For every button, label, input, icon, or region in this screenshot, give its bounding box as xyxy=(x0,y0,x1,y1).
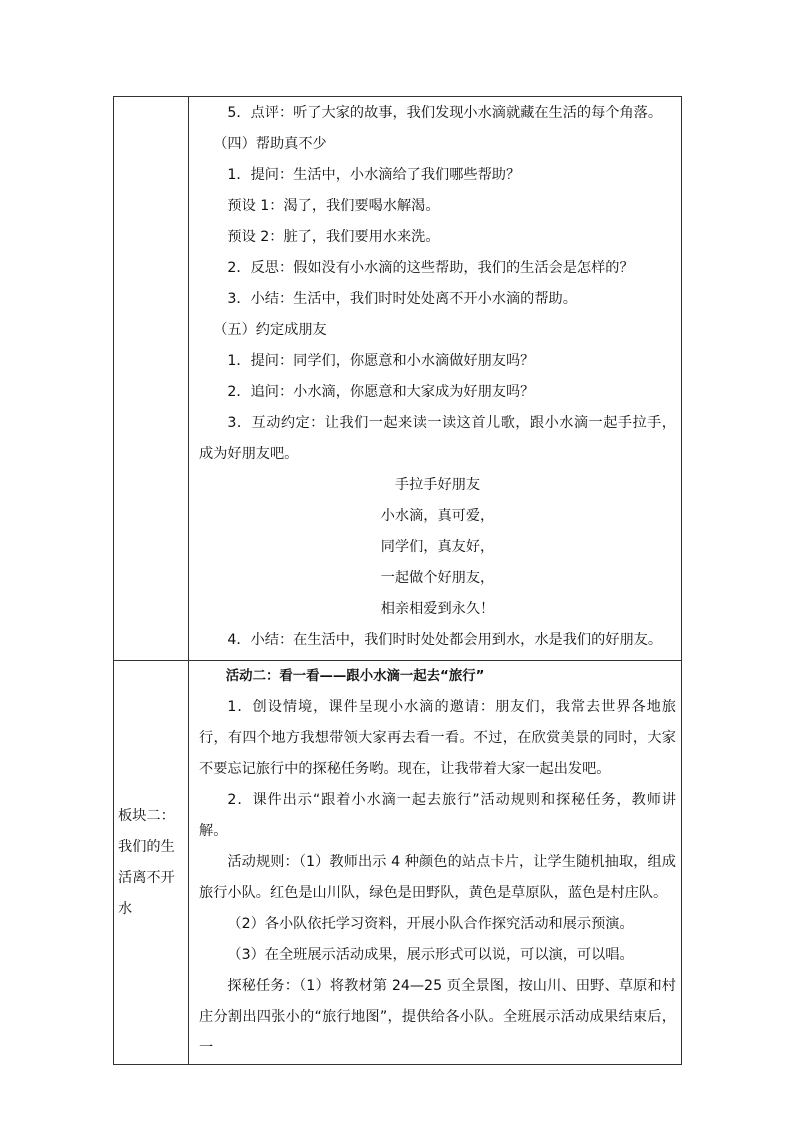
closing-summary-line: 4．小结：在生活中，我们时时处处都会用到水，水是我们的好朋友。 xyxy=(227,632,663,648)
block-label-cell xyxy=(114,661,189,1065)
scenario-paragraph: 1．创设情境，课件呈现小水滴的邀请：朋友们，我常去世界各地旅行，有四个地方我想带领大家再去看一看。不过，在欣赏美景的同时，大家不要忘记旅行中的探秘任务哟。现在，让我带着大家一起出发吧。 xyxy=(199,699,676,777)
activity-heading: 活动二：看一看——跟小水滴一起去“旅行” xyxy=(225,669,485,684)
rules-item-3: （3）在全班展示活动成果，展示形式可以说，可以演，可以唱。 xyxy=(227,947,634,963)
section-heading-friends: （五）约定成朋友 xyxy=(213,322,327,338)
interactive-agreement-line: 3．互动约定：让我们一起来读一读这首儿歌，跟小水滴一起手拉手，成为好朋友吧。 xyxy=(199,415,676,462)
exploration-task-paragraph: 探秘任务：（1）将教材第 24—25 页全景图，按山川、田野、草原和村庄分割出四张小的“旅行地图”，提供给各小队。全班展示活动成果结束后，一 xyxy=(199,978,676,1056)
activity-rules-paragraph: 活动规则：（1）教师出示 4 种颜色的站点卡片，让学生随机抽取，组成旅行小队。红色是山川队，绿色是田野队，黄色是草原队，蓝色是村庄队。 xyxy=(199,854,676,901)
preset-line-2: 预设 2：脏了，我们要用水来洗。 xyxy=(227,229,440,245)
block1-content-cell xyxy=(189,97,682,661)
poem-title: 手拉手好朋友 xyxy=(394,477,481,493)
poem-line: 小水滴，真可爱， xyxy=(380,508,495,524)
summary-line: 3．小结：生活中，我们时时处处离不开小水滴的帮助。 xyxy=(227,291,577,307)
poem-line: 一起做个好朋友， xyxy=(380,570,495,586)
block-label-cell-empty xyxy=(114,97,189,661)
poem-line: 同学们，真友好， xyxy=(380,539,495,555)
reflection-line: 2．反思：假如没有小水滴的这些帮助，我们的生活会是怎样的？ xyxy=(227,260,634,276)
block2-label: 板块二：我们的生活离不开水 xyxy=(118,807,175,917)
question-friends-line: 1．提问：同学们，你愿意和小水滴做好朋友吗？ xyxy=(227,353,535,369)
table-row xyxy=(114,661,682,1065)
table-row xyxy=(114,97,682,661)
lesson-plan-table xyxy=(113,96,682,1065)
courseware-paragraph: 2．课件出示“跟着小水滴一起去旅行”活动规则和探秘任务，教师讲解。 xyxy=(199,792,676,839)
section-heading-help: （四）帮助真不少 xyxy=(213,136,327,152)
rules-item-2: （2）各小队依托学习资料，开展小队合作探究活动和展示预演。 xyxy=(227,916,634,932)
evaluation-line: 5．点评：听了大家的故事，我们发现小水滴就藏在生活的每个角落。 xyxy=(227,105,663,121)
preset-line-1: 预设 1：渴了，我们要喝水解渴。 xyxy=(227,198,440,214)
follow-up-line: 2．追问：小水滴，你愿意和大家成为好朋友吗？ xyxy=(227,384,535,400)
block2-content-cell xyxy=(189,661,682,1065)
question-line: 1．提问：生活中，小水滴给了我们哪些帮助？ xyxy=(227,167,521,183)
poem-line: 相亲相爱到永久！ xyxy=(380,601,495,617)
